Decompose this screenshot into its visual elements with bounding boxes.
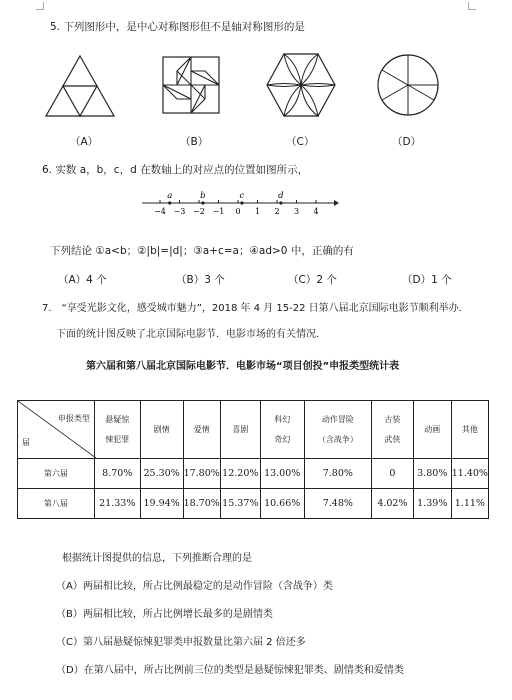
header-animation: 动画 <box>413 401 451 459</box>
table-cell: 13.00% <box>260 459 304 489</box>
pinwheel-square-icon <box>162 56 220 114</box>
triangle-subdivided-icon <box>44 54 116 118</box>
number-line-point-c <box>240 201 243 204</box>
table-cell: 1.39% <box>413 489 451 519</box>
table-cell: 7.80% <box>304 459 371 489</box>
table-cell: 21.33% <box>94 489 140 519</box>
number-line-tick-label: 4 <box>313 207 319 216</box>
circle-three-sectors-icon <box>376 53 440 117</box>
margin-mark-left <box>36 2 44 10</box>
q7-option-d: （D）在第八届中，所占比例前三位的类型是悬疑惊悚犯罪类、剧情类和爱情类 <box>56 665 404 676</box>
number-line-tick-label: −2 <box>193 207 205 216</box>
number-line-tick-label: −4 <box>154 207 166 216</box>
header-suspense: 悬疑惊 悚犯罪 <box>94 401 140 459</box>
header-diag-top: 申报类型 <box>57 414 90 423</box>
table-cell: 11.40% <box>451 459 488 489</box>
number-line-point-label-d: d <box>278 191 284 201</box>
number-line-tick-label: 0 <box>235 207 241 216</box>
table-cell: 4.02% <box>372 489 414 519</box>
table-cell: 8.70% <box>94 459 140 489</box>
header-diag-bottom: 届 <box>22 438 30 447</box>
table-cell: 7.48% <box>304 489 371 519</box>
header-costume: 古装 武侠 <box>372 401 414 459</box>
q5-option-b: （B） <box>180 136 209 148</box>
table-cell: 1.11% <box>451 489 488 519</box>
number-line-arrow <box>334 200 339 206</box>
table-cell: 0 <box>372 459 414 489</box>
number-line-point-b <box>201 201 204 204</box>
number-line-point-label-b: b <box>200 191 206 201</box>
table-cell: 15.37% <box>220 489 260 519</box>
number-line-point-label-c: c <box>239 191 245 201</box>
header-drama: 剧情 <box>140 401 183 459</box>
q7-table-title: 第六届和第八届北京国际电影节．电影市场“项目创投”申报类型统计表 <box>86 361 400 372</box>
header-comedy: 喜剧 <box>220 401 260 459</box>
q5-option-a: （A） <box>70 136 99 148</box>
q6-stem: 6. 实数 a，b，c，d 在数轴上的对应点的位置如图所示， <box>42 164 309 176</box>
q5-option-c: （C） <box>286 136 315 148</box>
number-line-tick-label: −3 <box>173 207 186 216</box>
number-line-tick-label: −1 <box>212 207 225 216</box>
table-row <box>18 459 489 489</box>
number-line-point-label-a: a <box>167 191 173 201</box>
stats-table <box>17 400 489 519</box>
number-line-point-a <box>168 201 171 204</box>
header-scifi: 科幻 奇幻 <box>260 401 304 459</box>
q7-option-a: （A）两届相比较，所占比例最稳定的是动作冒险（含战争）类 <box>56 581 333 592</box>
table-cell: 18.70% <box>183 489 220 519</box>
table-cell: 12.20% <box>220 459 260 489</box>
table-cell: 19.94% <box>140 489 183 519</box>
table-cell: 10.66% <box>260 489 304 519</box>
q7-option-c: （C）第八届悬疑惊悚犯罪类申报数量比第六届 2 倍还多 <box>56 637 306 648</box>
q7-option-b: （B）两届相比较，所占比例增长最多的是剧情类 <box>56 609 273 620</box>
number-line <box>140 190 340 220</box>
q6-option-b: （B）3 个 <box>176 274 225 286</box>
row-label: 第六届 <box>18 459 95 489</box>
table-cell: 3.80% <box>413 459 451 489</box>
number-line-tick-label: 3 <box>293 207 300 216</box>
header-diagonal-cell <box>18 401 95 459</box>
table-cell: 17.80% <box>183 459 220 489</box>
q6-option-a: （A）4 个 <box>58 274 107 286</box>
q7-stem-1: 7. “享受光影文化，感受城市魅力”，2018 年 4 月 15-22 日第八届北京国际电影节顺利举办． <box>42 303 469 314</box>
q5-stem: 5. 下列图形中，是中心对称图形但不是轴对称图形的是 <box>50 21 305 33</box>
q7-stem-2: 下面的统计图反映了北京国际电影节．电影市场的有关情况． <box>56 329 326 340</box>
table-row <box>18 489 489 519</box>
header-other: 其他 <box>451 401 488 459</box>
q6-conclusions: 下列结论 ①a<b；②|b|=|d|；③a+c=a；④ad>0 中，正确的有 <box>50 245 354 257</box>
q6-option-c: （C）2 个 <box>288 274 337 286</box>
hexagon-flower-icon <box>266 52 336 118</box>
number-line-tick-label: 1 <box>254 207 261 216</box>
table-header-row <box>18 401 489 459</box>
q6-option-d: （D）1 个 <box>402 274 452 286</box>
number-line-point-d <box>279 201 282 204</box>
q7-prompt: 根据统计图提供的信息，下列推断合理的是 <box>62 553 252 564</box>
row-label: 第八届 <box>18 489 95 519</box>
header-romance: 爱情 <box>183 401 220 459</box>
number-line-tick-label: 2 <box>274 207 280 216</box>
header-action: 动作冒险 （含战争） <box>304 401 371 459</box>
table-cell: 25.30% <box>140 459 183 489</box>
q5-option-d: （D） <box>392 136 422 148</box>
margin-mark-right <box>468 2 476 10</box>
